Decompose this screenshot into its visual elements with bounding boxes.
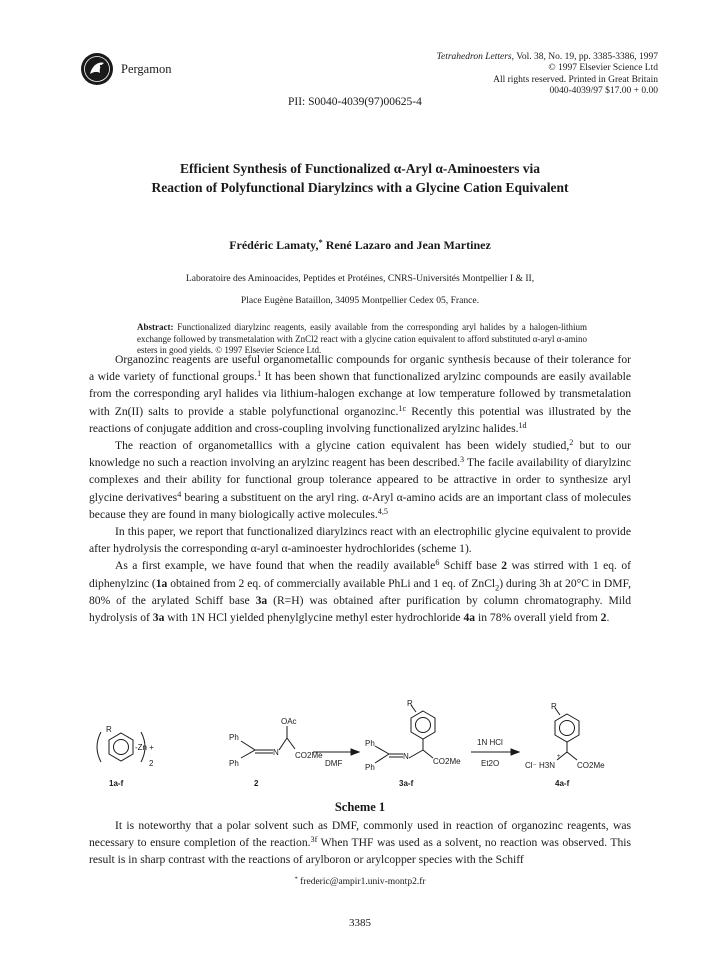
footnote-email: frederic@ampir1.univ-montp2.fr [297,877,426,887]
publisher-name: Pergamon [121,62,172,76]
body-text-bottom [89,817,631,869]
paragraph-2 [89,437,631,523]
scheme-r-label: R [106,725,112,734]
p2-s4: bearing a substituent on the aryl ring. α-Aryl α-amino acids are an important class of molecules because they are found in many biologically active molecules. [89,490,631,521]
other-authors: René Lazaro and Jean Martinez [322,238,491,252]
p2-s3: The facile availability of diarylzinc complexes and their ability for functional group tolerance appeared to be attractive in order to synthesize aryl glycine derivatives [89,456,631,504]
p4-s1: As a first example, we have found that when the readily available [115,559,436,573]
p4-s4: obtained from 2 eq. of commercially available PhLi and 1 eq. of ZnCl [167,576,496,590]
p4-s6: (R=H) was obtained after purification by column chromatography. Mild hydrolysis of [89,593,631,625]
pergamon-logo-icon [80,52,114,86]
footnote-mark: * [294,875,298,883]
ref: 4,5 [377,506,388,516]
compound-label-3: 3a-f [399,779,414,788]
compound-ref: 3a [255,593,268,607]
abstract-text: Functionalized diarylzinc reagents, easily available from the corresponding aryl halides by a halogen-lithium exchange followed by transmetalation with ZnCl2 react with a glycine cation equivalent to afford substituted α-aryl α-amino esters in good yields. © 1997 Elsevier Science Ltd. [137,322,587,355]
scheme-zn: -Zn + [135,743,154,752]
scheme-co2me-4: CO2Me [577,761,605,770]
ref: 1c [398,403,407,413]
scheme-subscript-2: 2 [149,759,154,768]
copyright: © 1997 Elsevier Science Ltd [548,63,658,74]
page-number: 3385 [349,917,371,929]
ref: 1d [518,420,527,430]
p4-s5: ) during 3h at 20°C in DMF, 80% of the arylated Schiff base [89,576,631,607]
title-line-2: Reaction of Polyfunctional Diarylzincs with a Glycine Cation Equivalent [151,179,569,195]
p1-s2: It has been shown that functionalized arylzinc compounds are easily available from the corresponding aryl halides via lithium-halogen exchange at low temperature followed by transmetalation with Zn(II) salts to provide a stable polyfunctional organozinc. [89,370,631,418]
p4-s2: Schiff base [439,559,502,573]
scheme-n-3: N [403,752,409,761]
affiliation [60,268,660,312]
ref: 3f [310,835,318,845]
compound-ref: 4a [463,611,476,625]
compound-ref: 3a [152,611,165,625]
scheme-dmf: DMF [325,759,343,768]
subscript: 2 [495,582,500,592]
p1-s3: Recently this potential was illustrated by the reactions of conjugate addition and cross-coupling involving functionalized arylzinc halides. [89,404,631,435]
paper-title [60,160,660,197]
title-line-1: Efficient Synthesis of Functionalized α-Aryl α-Aminoesters via [179,161,541,176]
compound-label-1: 1a-f [109,779,124,788]
scheme-ph-upper-3: Ph [365,739,375,748]
paragraph-5 [89,817,631,869]
compound-ref: 2 [501,559,508,573]
ref: 4 [177,489,182,499]
p4-s7: with 1N HCl yielded phenylglycine methyl ester hydrochloride [164,611,464,625]
scheme-co2me: CO2Me [295,751,323,760]
journal-ref: , Vol. 38, No. 19, pp. 3385-3386, 1997 [511,52,658,62]
authors [60,238,660,253]
ref: 3 [460,455,465,465]
abstract-label: Abstract: [137,322,174,332]
compound-ref: 1a [155,576,168,590]
scheme-hcl: 1N HCl [477,738,503,747]
scheme-oac: OAc [281,717,297,726]
journal-info [328,52,658,97]
scheme-1-diagram [89,700,649,810]
scheme-et2o: Et2O [481,759,500,768]
affiliation-line-1: Laboratoire des Aminoacides, Peptides et Protéines, CNRS-Universités Montpellier I & II, [185,273,535,284]
scheme-plus: + [557,754,561,760]
scheme-n: N [273,748,279,757]
scheme-salt: Cl⁻ H3N [525,761,556,770]
scheme-ph-lower-3: Ph [365,763,375,772]
author-lamaty: Frédéric Lamaty, [229,238,319,252]
corresponding-mark: * [318,237,323,247]
p5-s1: It is noteworthy that a polar solvent such as DMF, commonly used in reaction of organozinc reagents, was necessary to ensure completion of the reaction. [89,819,631,850]
p4-s9: . [606,611,610,625]
compound-label-4: 4a-f [555,779,570,788]
scheme-ph-lower: Ph [229,759,239,768]
journal-citation [328,52,658,63]
scheme-r-label-4: R [551,702,557,711]
p2-s1: The reaction of organometallics with a glycine cation equivalent has been widely studied, [115,439,570,453]
scheme-caption: Scheme 1 [334,800,386,814]
ref: 1 [257,369,262,379]
pii: PII: S0040-4039(97)00625-4 [288,96,422,108]
ref: 2 [569,437,574,447]
paragraph-1 [89,351,631,437]
body-text-top [89,351,631,626]
compound-ref: 2 [600,611,607,625]
p2-s2: but to our knowledge no such a reaction involving an arylzinc reagent has been described. [89,439,632,470]
paragraph-3: In this paper, we report that functionalized diarylzincs react with an electrophilic glycine equivalent to provide after hydrolysis the corresponding α-aryl α-aminoester hydrochlorides (scheme 1). [89,525,631,556]
rights: All rights reserved. Printed in Great Britain [493,74,658,85]
p1-s1: Organozinc reagents are useful organometallic compounds for organic synthesis because of their tolerance for a wide variety of functional groups. [89,353,631,384]
footnote [60,877,660,887]
p5-s2: When THF was used as a solvent, no reaction was observed. This result is in sharp contrast with the reactions of arylboron or arylcopper species with the Schiff [89,836,631,867]
affiliation-line-2: Place Eugène Bataillon, 34095 Montpellier Cedex 05, France. [240,295,480,306]
scheme-ph-upper: Ph [229,733,239,742]
scheme-co2me-3: CO2Me [433,757,461,766]
scheme-r-label-3: R [407,700,413,708]
journal-name: Tetrahedron Letters [436,52,512,62]
p4-s8: in 78% overall yield from [475,611,601,625]
p4-s3: was stirred with 1 eq. of diphenylzinc ( [89,559,631,590]
issn: 0040-4039/97 $17.00 + 0.00 [549,85,658,96]
ref: 6 [435,558,440,568]
paragraph-4 [89,557,631,626]
compound-label-2: 2 [254,779,259,788]
